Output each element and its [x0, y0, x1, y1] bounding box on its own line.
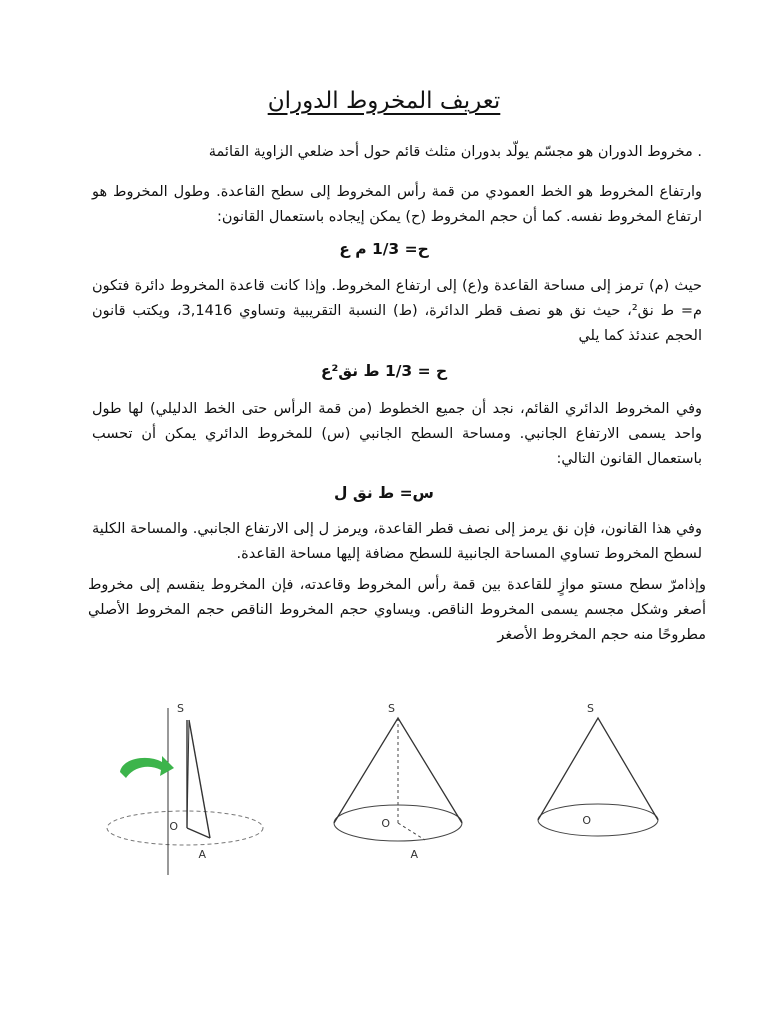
page-title: تعريف المخروط الدوران — [267, 88, 501, 114]
cone-diagrams — [100, 690, 680, 900]
apex-label-2: S — [388, 702, 395, 715]
paragraph-frustum: وإذامرّ سطح مستو موازٍ للقاعدة بين قمة رأس المخروط وقاعدته، فإن المخروط ينقسم إلى مخروط أصغر وشكل مجسم يسمى المخروط الناقص. ويساوي حجم المخروط الناقص حجم المخروط الأصلي مطروحًا منه حجم المخروط الأصغر — [88, 577, 706, 643]
figure-cone — [538, 702, 658, 836]
paragraph-definition: . مخروط الدوران هو مجسّم يولّد بدوران مثلث قائم حول أحد ضلعي الزاوية القائمة — [208, 144, 702, 160]
formula-volume-circle: ح = 1/3 ط نق²ع — [320, 362, 448, 380]
center-label: O — [169, 820, 178, 833]
cone-figures — [100, 690, 680, 900]
formula-volume: ح= 1/3 م ع — [339, 240, 429, 258]
rotation-arrow-icon — [120, 756, 174, 778]
point-label: A — [198, 848, 206, 861]
paragraph-total-area: وفي هذا القانون، فإن نق يرمز إلى نصف قطر القاعدة، ويرمز ل إلى الارتفاع الجانبي. والمساحة الكلية لسطح المخروط تساوي المساحة الجانبية للسطح مضافة إليها مساحة القاعدة. — [92, 521, 702, 562]
point-label-2: A — [410, 848, 418, 861]
formula-lateral-area: س= ط نق ل — [334, 484, 434, 502]
center-label-2: O — [381, 817, 390, 830]
apex-label: S — [177, 702, 184, 715]
figure-cone-height — [334, 702, 462, 861]
paragraph-lateral: وفي المخروط الدائري القائم، نجد أن جميع الخطوط (من قمة الرأس حتى الخط الدليلي) لها طول واحد يسمى الارتفاع الجانبي. ومساحة السطح الجانبي (س) للمخروط الدائري يمكن أن تحسب باستعمال القانون التالي: — [92, 401, 702, 467]
apex-label-3: S — [587, 702, 594, 715]
figure-rotating-triangle — [107, 702, 263, 875]
center-label-3: O — [582, 814, 591, 827]
paragraph-base-area: حيث (م) ترمز إلى مساحة القاعدة و(ع) إلى ارتفاع المخروط. وإذا كانت قاعدة المخروط دائرة فتكون م= ط نق²، حيث نق هو نصف قطر الدائرة، (ط) النسبة التقريبية وتساوي 3,1416، ويكتب قانون الحجم عندئذ كما يلي — [92, 278, 702, 344]
paragraph-height: وارتفاع المخروط هو الخط العمودي من قمة رأس المخروط إلى سطح القاعدة. وطول المخروط هو ارتفاع المخروط نفسه. كما أن حجم المخروط (ح) يمكن إيجاده باستعمال القانون: — [92, 184, 702, 225]
